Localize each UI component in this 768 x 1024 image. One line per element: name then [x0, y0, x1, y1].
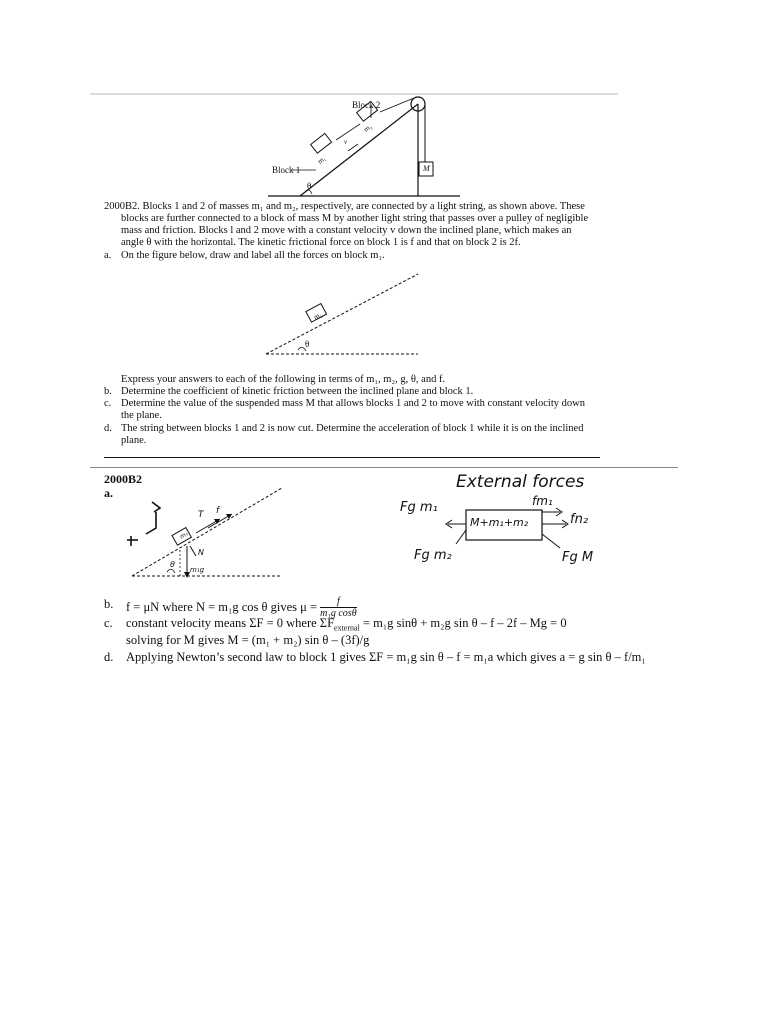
- fgm2-label: Fg m₂: [414, 548, 452, 563]
- solution-b-text: f = μN where N = m₁g cos θ gives μ =: [126, 599, 318, 614]
- solution-c-letter: c.: [104, 616, 113, 630]
- fg-m1-label: Fg m₁: [400, 500, 438, 515]
- part-c-text-1: Determine the value of the suspended mass M that allows blocks 1 and 2 to move with constant velocity down: [121, 398, 585, 409]
- m2-label: m₂: [362, 122, 374, 134]
- fig-m1-label: m₁: [312, 310, 324, 322]
- part-a-text: On the figure below, draw and label all the forces on block m₁.: [121, 250, 385, 261]
- fbd-m1: m₁: [178, 530, 190, 541]
- fbd-theta: θ: [170, 560, 175, 569]
- block1-label: Block 1: [272, 165, 301, 175]
- problem-line-1: 2000B2. Blocks 1 and 2 of masses m₁ and m₂, respectively, are connected by a light string, as shown above. These: [104, 201, 585, 212]
- problem-line-2: blocks are further connected to a block of mass M by another light string that passes over a pulley of negligible: [121, 213, 589, 224]
- solution-d-letter: d.: [104, 650, 114, 664]
- m1-label: m₁: [316, 154, 328, 166]
- system-box-label: M+m₁+m₂: [470, 516, 529, 529]
- solution-a-letter: a.: [104, 486, 113, 500]
- v-label: v: [344, 138, 348, 146]
- fbd-f: f: [216, 506, 220, 516]
- solution-c-line-2: solving for M gives M = (m₁ + m₂) sin θ – (3f)/g: [126, 633, 370, 647]
- external-forces-title: External forces: [456, 472, 585, 492]
- solution-c-text-1: constant velocity means ΣF = 0 where ΣF: [126, 616, 335, 630]
- solution-heading: 2000B2: [104, 472, 143, 486]
- mu-denominator: m₁g cosθ: [320, 608, 357, 619]
- fm1-label: fm₁: [532, 494, 553, 508]
- part-d-letter: d.: [104, 423, 112, 434]
- part-a-letter: a.: [104, 250, 112, 261]
- solution-b-letter: b.: [104, 597, 114, 611]
- fgm-label: Fg M: [562, 550, 594, 565]
- fbd-N: N: [198, 548, 204, 557]
- problem-line-4: angle θ with the horizontal. The kinetic frictional force on block 1 is f and that on block 2 is 2f.: [121, 237, 521, 248]
- block2-label: Block 2: [352, 100, 381, 110]
- problem-line-3: mass and friction. Blocks l and 2 move with a constant velocity v down the inclined plane, which makes an: [121, 225, 572, 236]
- part-c-letter: c.: [104, 398, 112, 409]
- part-b-letter: b.: [104, 386, 112, 397]
- fbd-mg: m₁g: [190, 566, 205, 574]
- fig-theta-label: θ: [305, 339, 310, 349]
- fn2-label: fn₂: [570, 512, 589, 527]
- M-label: M: [423, 164, 430, 173]
- part-d-text-1: The string between blocks 1 and 2 is now cut. Determine the acceleration of block 1 while it is on the inclined: [121, 423, 584, 434]
- solution-c-text-1b: = m₁g sinθ + m₂g sin θ – f – 2f – Mg = 0: [359, 616, 567, 630]
- fbd-T: T: [198, 510, 204, 520]
- mu-numerator: f: [337, 596, 340, 607]
- solution-c-sub: external: [334, 623, 360, 633]
- part-c-text-2: the plane.: [121, 410, 162, 421]
- solution-d-text: Applying Newton’s second law to block 1 gives ΣF = m₁g sin θ – f = m₁a which gives a = g sin θ – f/m₁: [126, 650, 646, 664]
- express-line: Express your answers to each of the following in terms of m₁, m₂, g, θ, and f.: [121, 374, 446, 385]
- part-b-text: Determine the coefficient of kinetic friction between the inclined plane and block 1.: [121, 386, 474, 397]
- part-d-text-2: plane.: [121, 435, 147, 446]
- theta-label: θ: [307, 181, 312, 191]
